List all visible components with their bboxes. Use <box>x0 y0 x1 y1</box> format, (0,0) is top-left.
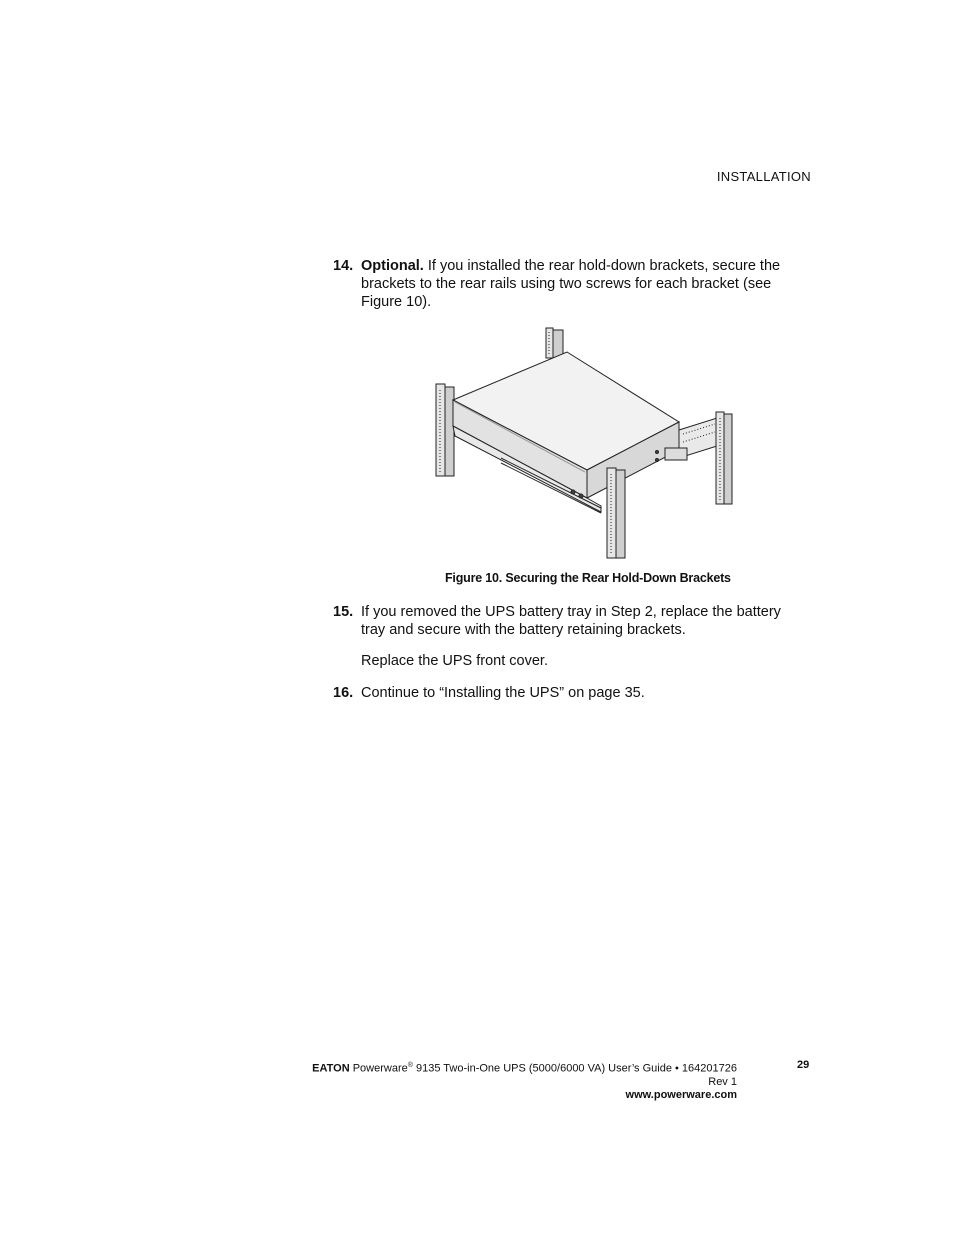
figure-caption: Figure 10. Securing the Rear Hold-Down Brackets <box>445 571 731 585</box>
step-number: 15. <box>333 604 354 620</box>
step-text <box>361 257 801 311</box>
ups-unit <box>453 352 679 498</box>
footer-reg-mark: ® <box>407 1062 413 1069</box>
step-14 <box>333 257 801 311</box>
page-number: 29 <box>797 1059 810 1071</box>
step-number: 16. <box>333 685 354 701</box>
step-text: Continue to “Installing the UPS” on page 35. <box>361 685 645 701</box>
step-text: If you removed the UPS battery tray in Step 2, replace the battery tray and secure with the battery retaining brackets. <box>361 604 781 638</box>
front-right-rail <box>607 468 625 558</box>
rack-ups-illustration <box>425 322 745 562</box>
step-number: 14. <box>333 258 354 274</box>
step-body: If you installed the rear hold-down brackets, secure the brackets to the rear rails using two screws for each bracket (see Figure 10). <box>361 258 781 310</box>
step-15 <box>333 603 801 639</box>
footer-title: 9135 Two-in-One UPS (5000/6000 VA) User’s Guide • 164201726 Rev 1 <box>412 1062 737 1088</box>
figure-rack-ups <box>425 322 745 562</box>
footer-brand: EATON <box>312 1062 350 1075</box>
section-header: INSTALLATION <box>716 169 811 184</box>
step-15-followup: Replace the UPS front cover. <box>361 653 548 669</box>
rear-left-rail <box>546 328 563 358</box>
footer-website: www.powerware.com <box>625 1088 737 1101</box>
front-left-rail <box>436 384 454 476</box>
footer-product: Powerware <box>352 1062 408 1075</box>
step-bold-lead: Optional. <box>361 258 424 274</box>
step-16 <box>333 684 801 702</box>
rear-right-rail <box>716 412 732 504</box>
page-footer <box>290 1059 737 1102</box>
